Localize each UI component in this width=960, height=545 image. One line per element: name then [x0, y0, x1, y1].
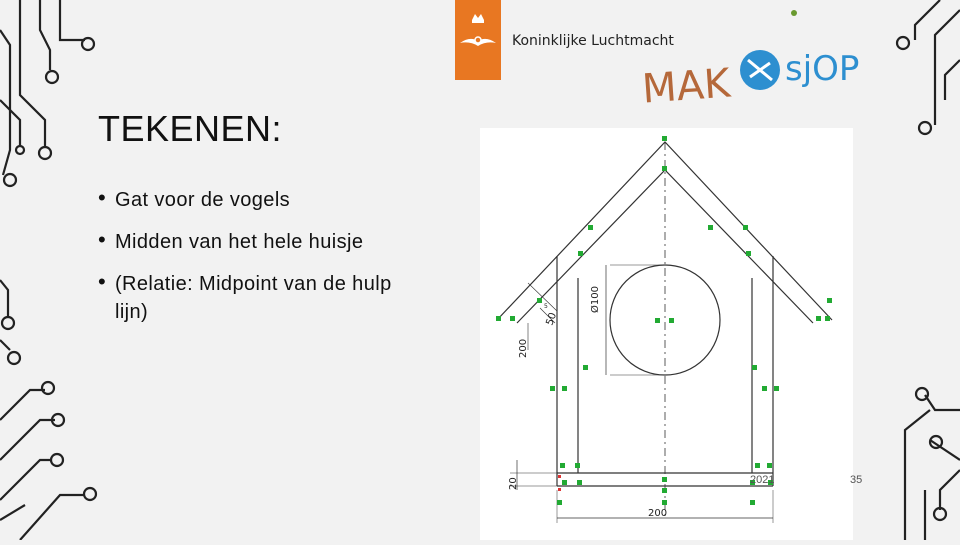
- footer-date: 2021: [750, 474, 775, 486]
- slide-title: TEKENEN:: [98, 108, 283, 149]
- crown-wings-icon: [455, 0, 501, 80]
- maker-text-left: MAK: [640, 60, 732, 113]
- dim-base-height: 20: [508, 477, 519, 490]
- dim-eave-small: 5: [544, 303, 548, 310]
- org-name: Koninklijke Luchtmacht: [512, 33, 674, 49]
- bullet-list: [98, 186, 398, 340]
- dim-hole-diameter: Ø100: [590, 286, 601, 313]
- bullet-item: • Gat voor de vogels: [98, 186, 398, 214]
- page-number: 35: [850, 474, 863, 486]
- bullet-item: • (Relatie: Midpoint van de hulp lijn): [98, 270, 398, 326]
- dim-total-width: 200: [648, 508, 668, 519]
- dim-eave: 50: [544, 311, 560, 328]
- maker-text-right: sjOP: [785, 49, 860, 89]
- dim-side-height: 200: [518, 338, 529, 358]
- cad-drawing: [480, 128, 853, 540]
- bullet-item: • Midden van het hele huisje: [98, 228, 398, 256]
- klu-logo-emblem: [455, 0, 501, 80]
- makersjop-logo: [640, 5, 870, 115]
